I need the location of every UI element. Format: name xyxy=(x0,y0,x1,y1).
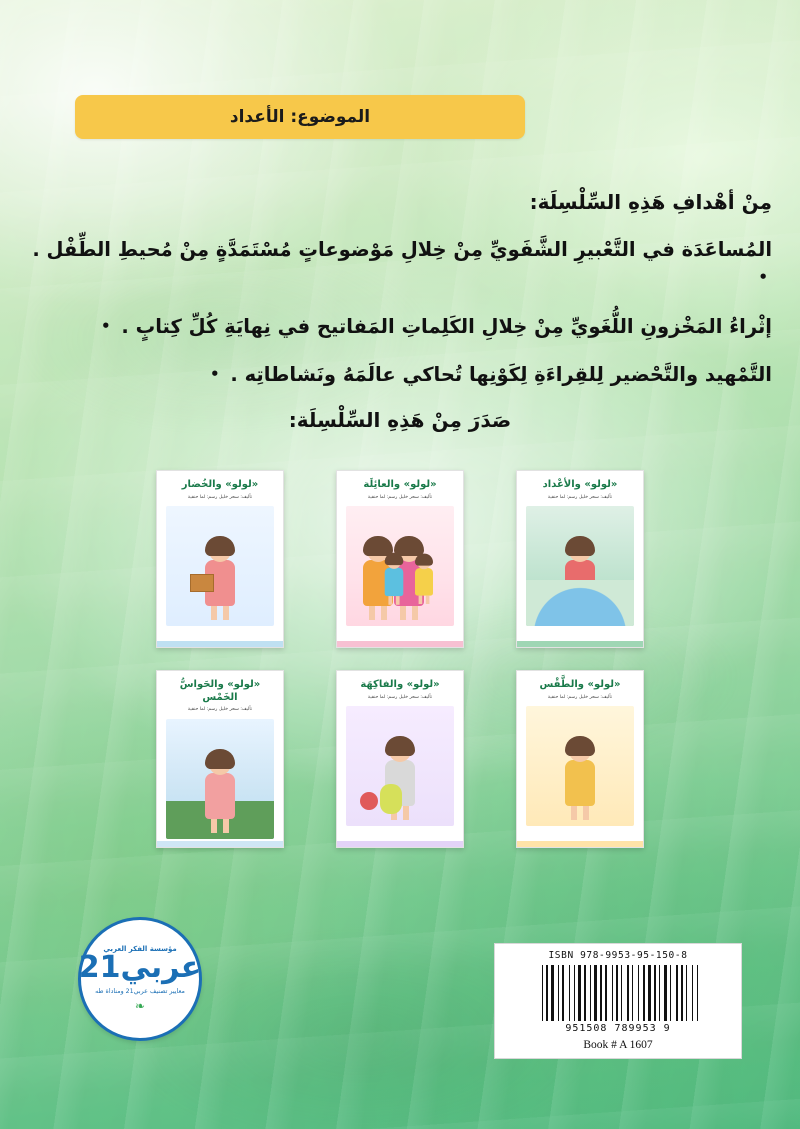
cover-footer-bar xyxy=(337,841,463,847)
cover-author: تأليف: سحر خليل رسم: لما حنفية xyxy=(187,707,253,712)
bullet-icon: • xyxy=(758,268,768,287)
seal-subtitle: معايير تصنيف عربي21 ومناداة طه xyxy=(95,988,185,996)
list-item[interactable] xyxy=(516,670,644,848)
series-covers-grid xyxy=(0,470,800,848)
cover-footer-bar xyxy=(337,641,463,647)
cover-artwork xyxy=(526,506,634,626)
goals-list xyxy=(28,236,772,389)
isbn-text: ISBN 978-9953-95-150-8 xyxy=(548,950,688,961)
cover-title: «لولو» والخُضار xyxy=(181,479,259,490)
barcode-number: 9 789953 951508 xyxy=(565,1023,671,1034)
cover-author: تأليف: سحر خليل رسم: لما حنفية xyxy=(367,694,433,700)
list-item xyxy=(28,361,772,389)
cover-author: تأليف: سحر خليل رسم: لما حنفية xyxy=(187,494,253,500)
cover-footer-bar xyxy=(517,641,643,647)
bullet-icon: • xyxy=(210,364,220,383)
cover-author: تأليف: سحر خليل رسم: لما حنفية xyxy=(547,694,613,700)
barcode-bars xyxy=(520,965,716,1021)
cover-artwork xyxy=(346,706,454,826)
subject-label: الموضوع: الأعداد xyxy=(229,107,371,127)
cover-title: «لولو» والفاكِهَة xyxy=(360,679,440,690)
cover-title: «لولو» والأعْداد xyxy=(542,479,618,490)
cover-artwork xyxy=(346,506,454,626)
seal-arc-text: مؤسسة الفكر العربي xyxy=(103,945,177,954)
subject-banner xyxy=(75,95,525,139)
series-goals-block xyxy=(28,190,772,409)
leaf-icon: ❧ xyxy=(134,998,146,1013)
list-item[interactable] xyxy=(516,470,644,648)
cover-artwork xyxy=(166,719,274,839)
list-item[interactable] xyxy=(156,470,284,648)
cover-artwork xyxy=(166,506,274,626)
cover-title: «لولو» والعائِلَة xyxy=(363,479,437,490)
cover-title: «لولو» والحَواسُّ الخَمْس xyxy=(179,679,261,703)
book-number: Book # A 1607 xyxy=(583,1039,653,1051)
cover-footer-bar xyxy=(157,841,283,847)
series-published-heading: صَدَرَ مِنْ هَذِهِ السِّلْسِلَة: xyxy=(288,408,512,432)
cover-artwork xyxy=(526,706,634,826)
list-item xyxy=(28,313,772,341)
barcode-block xyxy=(494,943,742,1059)
cover-author: تأليف: سحر خليل رسم: لما حنفية xyxy=(547,494,613,500)
cover-title: «لولو» والطَّقْس xyxy=(539,679,621,690)
illustration-figure xyxy=(565,540,595,620)
list-item[interactable] xyxy=(336,470,464,648)
bullet-icon: • xyxy=(101,316,111,335)
certification-seal xyxy=(78,917,202,1041)
goal-text: إثْراءُ المَخْزونِ اللُّغَويِّ مِنْ خِلالِ الكَلِماتِ المَفاتيح في نِهايَةِ كُلِّ كِتابٍ . xyxy=(121,314,772,338)
list-item xyxy=(28,236,772,293)
cover-footer-bar xyxy=(517,841,643,847)
goal-text: التَّمْهيد والتَّحْضير لِلقِراءَةِ لِكَوْنِها تُحاكي عالَمَهُ ونَشاطاتِه . xyxy=(230,362,772,386)
goal-text: المُساعَدَة في التَّعْبيرِ الشَّفَويِّ مِنْ خِلالِ مَوْضوعاتٍ مُسْتَمَدَّةٍ مِنْ مُحيطِ الطِّفْل . xyxy=(32,238,772,261)
cover-footer-bar xyxy=(157,641,283,647)
list-item[interactable] xyxy=(336,670,464,848)
cover-author: تأليف: سحر خليل رسم: لما حنفية xyxy=(367,494,433,500)
list-item[interactable] xyxy=(156,670,284,848)
goals-heading: مِنْ أهْدافِ هَذِهِ السِّلْسِلَة: xyxy=(529,190,772,214)
seal-main-text: عربي21 xyxy=(78,950,202,986)
